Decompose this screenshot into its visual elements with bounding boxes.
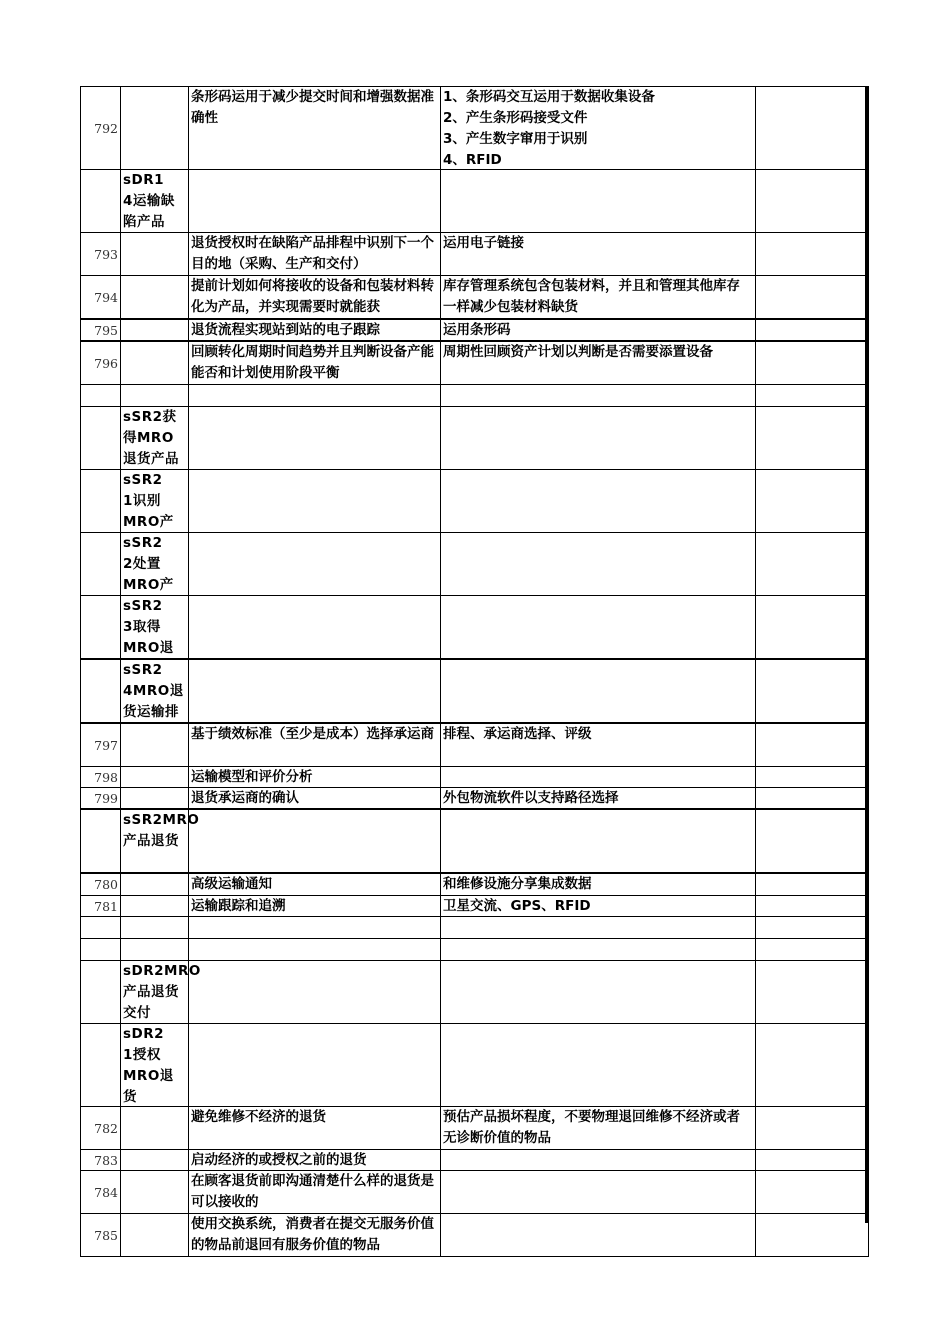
process-category-cell: sDR1 4运输缺陷产品 (121, 170, 189, 233)
process-category-cell (121, 1214, 189, 1257)
solution-cell (441, 1171, 756, 1214)
table-row (81, 319, 869, 341)
notes-cell (756, 939, 869, 961)
notes-cell (756, 596, 869, 660)
process-category-cell (121, 1107, 189, 1150)
table-row (81, 917, 869, 939)
table-row (81, 809, 869, 873)
notes-cell (756, 385, 869, 407)
solution-cell: 卫星交流、GPS、RFID (441, 896, 756, 917)
table-row (81, 170, 869, 233)
notes-cell (756, 341, 869, 385)
row-number-cell: 795 (81, 319, 121, 341)
process-category-cell (121, 788, 189, 810)
row-number-cell: 793 (81, 233, 121, 276)
notes-cell (756, 659, 869, 723)
table-row (81, 385, 869, 407)
row-number-cell (81, 1024, 121, 1107)
row-number-cell: 798 (81, 767, 121, 788)
process-category-cell (121, 873, 189, 896)
solution-cell (441, 939, 756, 961)
process-category-cell (121, 1150, 189, 1171)
process-category-cell (121, 939, 189, 961)
practice-table (80, 86, 869, 1257)
table-row (81, 788, 869, 810)
table-row (81, 1150, 869, 1171)
process-category-cell (121, 1171, 189, 1214)
solution-cell (441, 1150, 756, 1171)
row-number-cell: 780 (81, 873, 121, 896)
best-practice-cell: 退货承运商的确认 (189, 788, 441, 810)
notes-cell (756, 319, 869, 341)
row-number-cell: 796 (81, 341, 121, 385)
best-practice-cell (189, 533, 441, 596)
notes-cell (756, 961, 869, 1024)
best-practice-cell: 在顾客退货前即沟通清楚什么样的退货是可以接收的 (189, 1171, 441, 1214)
best-practice-cell: 提前计划如何将接收的设备和包装材料转化为产品，并实现需要时就能获 (189, 276, 441, 320)
table-row (81, 896, 869, 917)
best-practice-cell: 退货流程实现站到站的电子跟踪 (189, 319, 441, 341)
solution-cell (441, 407, 756, 470)
table-row (81, 87, 869, 170)
row-number-cell (81, 809, 121, 873)
process-category-cell: sSR2 4MRO退货运输排 (121, 659, 189, 723)
table-row (81, 1024, 869, 1107)
solution-cell (441, 385, 756, 407)
solution-cell: 排程、承运商选择、评级 (441, 723, 756, 767)
process-category-cell: sDR2 1授权MRO退货 (121, 1024, 189, 1107)
row-number-cell (81, 170, 121, 233)
process-category-cell (121, 385, 189, 407)
best-practice-cell (189, 385, 441, 407)
best-practice-cell (189, 1024, 441, 1107)
notes-cell (756, 896, 869, 917)
table-row (81, 659, 869, 723)
process-category-cell: sSR2 1识别MRO产 (121, 470, 189, 533)
notes-cell (756, 767, 869, 788)
row-number-cell: 792 (81, 87, 121, 170)
row-number-cell: 785 (81, 1214, 121, 1257)
solution-cell: 预估产品损坏程度，不要物理退回维修不经济或者无诊断价值的物品 (441, 1107, 756, 1150)
row-number-cell (81, 961, 121, 1024)
solution-cell (441, 1214, 756, 1257)
best-practice-cell (189, 961, 441, 1024)
notes-cell (756, 1150, 869, 1171)
notes-cell (756, 170, 869, 233)
notes-cell (756, 873, 869, 896)
row-number-cell: 799 (81, 788, 121, 810)
process-category-cell (121, 896, 189, 917)
solution-cell: 1、条形码交互运用于数据收集设备 2、产生条形码接受文件 3、产生数字窜用于识别 4、RFID (441, 87, 756, 170)
row-number-cell (81, 533, 121, 596)
notes-cell (756, 1171, 869, 1214)
row-number-cell (81, 470, 121, 533)
notes-cell (756, 233, 869, 276)
best-practice-cell (189, 170, 441, 233)
table-row (81, 533, 869, 596)
table-row (81, 723, 869, 767)
solution-cell (441, 470, 756, 533)
notes-cell (756, 1214, 869, 1257)
solution-cell (441, 659, 756, 723)
notes-cell (756, 1024, 869, 1107)
row-number-cell: 783 (81, 1150, 121, 1171)
process-category-cell: sSR2MRO产品退货 (121, 809, 189, 873)
process-category-cell (121, 917, 189, 939)
solution-cell (441, 596, 756, 660)
table-row (81, 1214, 869, 1257)
best-practice-cell: 高级运输通知 (189, 873, 441, 896)
best-practice-cell (189, 939, 441, 961)
row-number-cell: 794 (81, 276, 121, 320)
notes-cell (756, 1107, 869, 1150)
table-row (81, 939, 869, 961)
table-row (81, 233, 869, 276)
best-practice-cell: 运输跟踪和追溯 (189, 896, 441, 917)
best-practice-cell (189, 470, 441, 533)
row-number-cell (81, 385, 121, 407)
row-number-cell: 782 (81, 1107, 121, 1150)
row-number-cell (81, 596, 121, 660)
notes-cell (756, 276, 869, 320)
best-practice-cell: 启动经济的或授权之前的退货 (189, 1150, 441, 1171)
row-number-cell (81, 939, 121, 961)
row-number-cell: 781 (81, 896, 121, 917)
process-category-cell (121, 87, 189, 170)
solution-cell (441, 917, 756, 939)
table-row (81, 1171, 869, 1214)
process-category-cell (121, 319, 189, 341)
process-category-cell (121, 341, 189, 385)
process-category-cell: sSR2获得MRO退货产品 (121, 407, 189, 470)
table-row (81, 1107, 869, 1150)
table-row (81, 873, 869, 896)
best-practice-cell: 使用交换系统，消费者在提交无服务价值的物品前退回有服务价值的物品 (189, 1214, 441, 1257)
notes-cell (756, 809, 869, 873)
solution-cell (441, 170, 756, 233)
best-practice-cell: 避免维修不经济的退货 (189, 1107, 441, 1150)
solution-cell: 运用条形码 (441, 319, 756, 341)
row-number-cell (81, 917, 121, 939)
table-row (81, 276, 869, 320)
solution-cell (441, 767, 756, 788)
solution-cell (441, 1024, 756, 1107)
best-practice-cell (189, 659, 441, 723)
best-practice-cell: 条形码运用于减少提交时间和增强数据准确性 (189, 87, 441, 170)
table-row (81, 767, 869, 788)
solution-cell: 和维修设施分享集成数据 (441, 873, 756, 896)
notes-cell (756, 917, 869, 939)
table-row (81, 961, 869, 1024)
row-number-cell (81, 407, 121, 470)
process-category-cell (121, 767, 189, 788)
solution-cell (441, 533, 756, 596)
process-category-cell (121, 276, 189, 320)
solution-cell: 运用电子链接 (441, 233, 756, 276)
solution-cell: 外包物流软件以支持路径选择 (441, 788, 756, 810)
table-right-border (865, 86, 868, 1223)
best-practice-cell: 运输模型和评价分析 (189, 767, 441, 788)
best-practice-cell: 退货授权时在缺陷产品排程中识别下一个目的地（采购、生产和交付） (189, 233, 441, 276)
best-practice-cell (189, 809, 441, 873)
process-category-cell (121, 723, 189, 767)
table-row (81, 596, 869, 660)
solution-cell (441, 961, 756, 1024)
best-practice-cell: 基于绩效标准（至少是成本）选择承运商 (189, 723, 441, 767)
row-number-cell: 797 (81, 723, 121, 767)
best-practice-cell (189, 917, 441, 939)
best-practice-cell (189, 407, 441, 470)
solution-cell (441, 809, 756, 873)
process-category-cell: sSR2 3取得MRO退 (121, 596, 189, 660)
solution-cell: 周期性回顾资产计划以判断是否需要添置设备 (441, 341, 756, 385)
notes-cell (756, 470, 869, 533)
table-row (81, 407, 869, 470)
process-category-cell: sDR2MRO产品退货交付 (121, 961, 189, 1024)
notes-cell (756, 723, 869, 767)
row-number-cell: 784 (81, 1171, 121, 1214)
notes-cell (756, 788, 869, 810)
process-category-cell (121, 233, 189, 276)
solution-cell: 库存管理系统包含包装材料，并且和管理其他库存一样减少包装材料缺货 (441, 276, 756, 320)
process-category-cell: sSR2 2处置MRO产 (121, 533, 189, 596)
notes-cell (756, 87, 869, 170)
table-row (81, 341, 869, 385)
best-practice-cell (189, 596, 441, 660)
notes-cell (756, 533, 869, 596)
row-number-cell (81, 659, 121, 723)
notes-cell (756, 407, 869, 470)
table-row (81, 470, 869, 533)
best-practice-cell: 回顾转化周期时间趋势并且判断设备产能能否和计划使用阶段平衡 (189, 341, 441, 385)
